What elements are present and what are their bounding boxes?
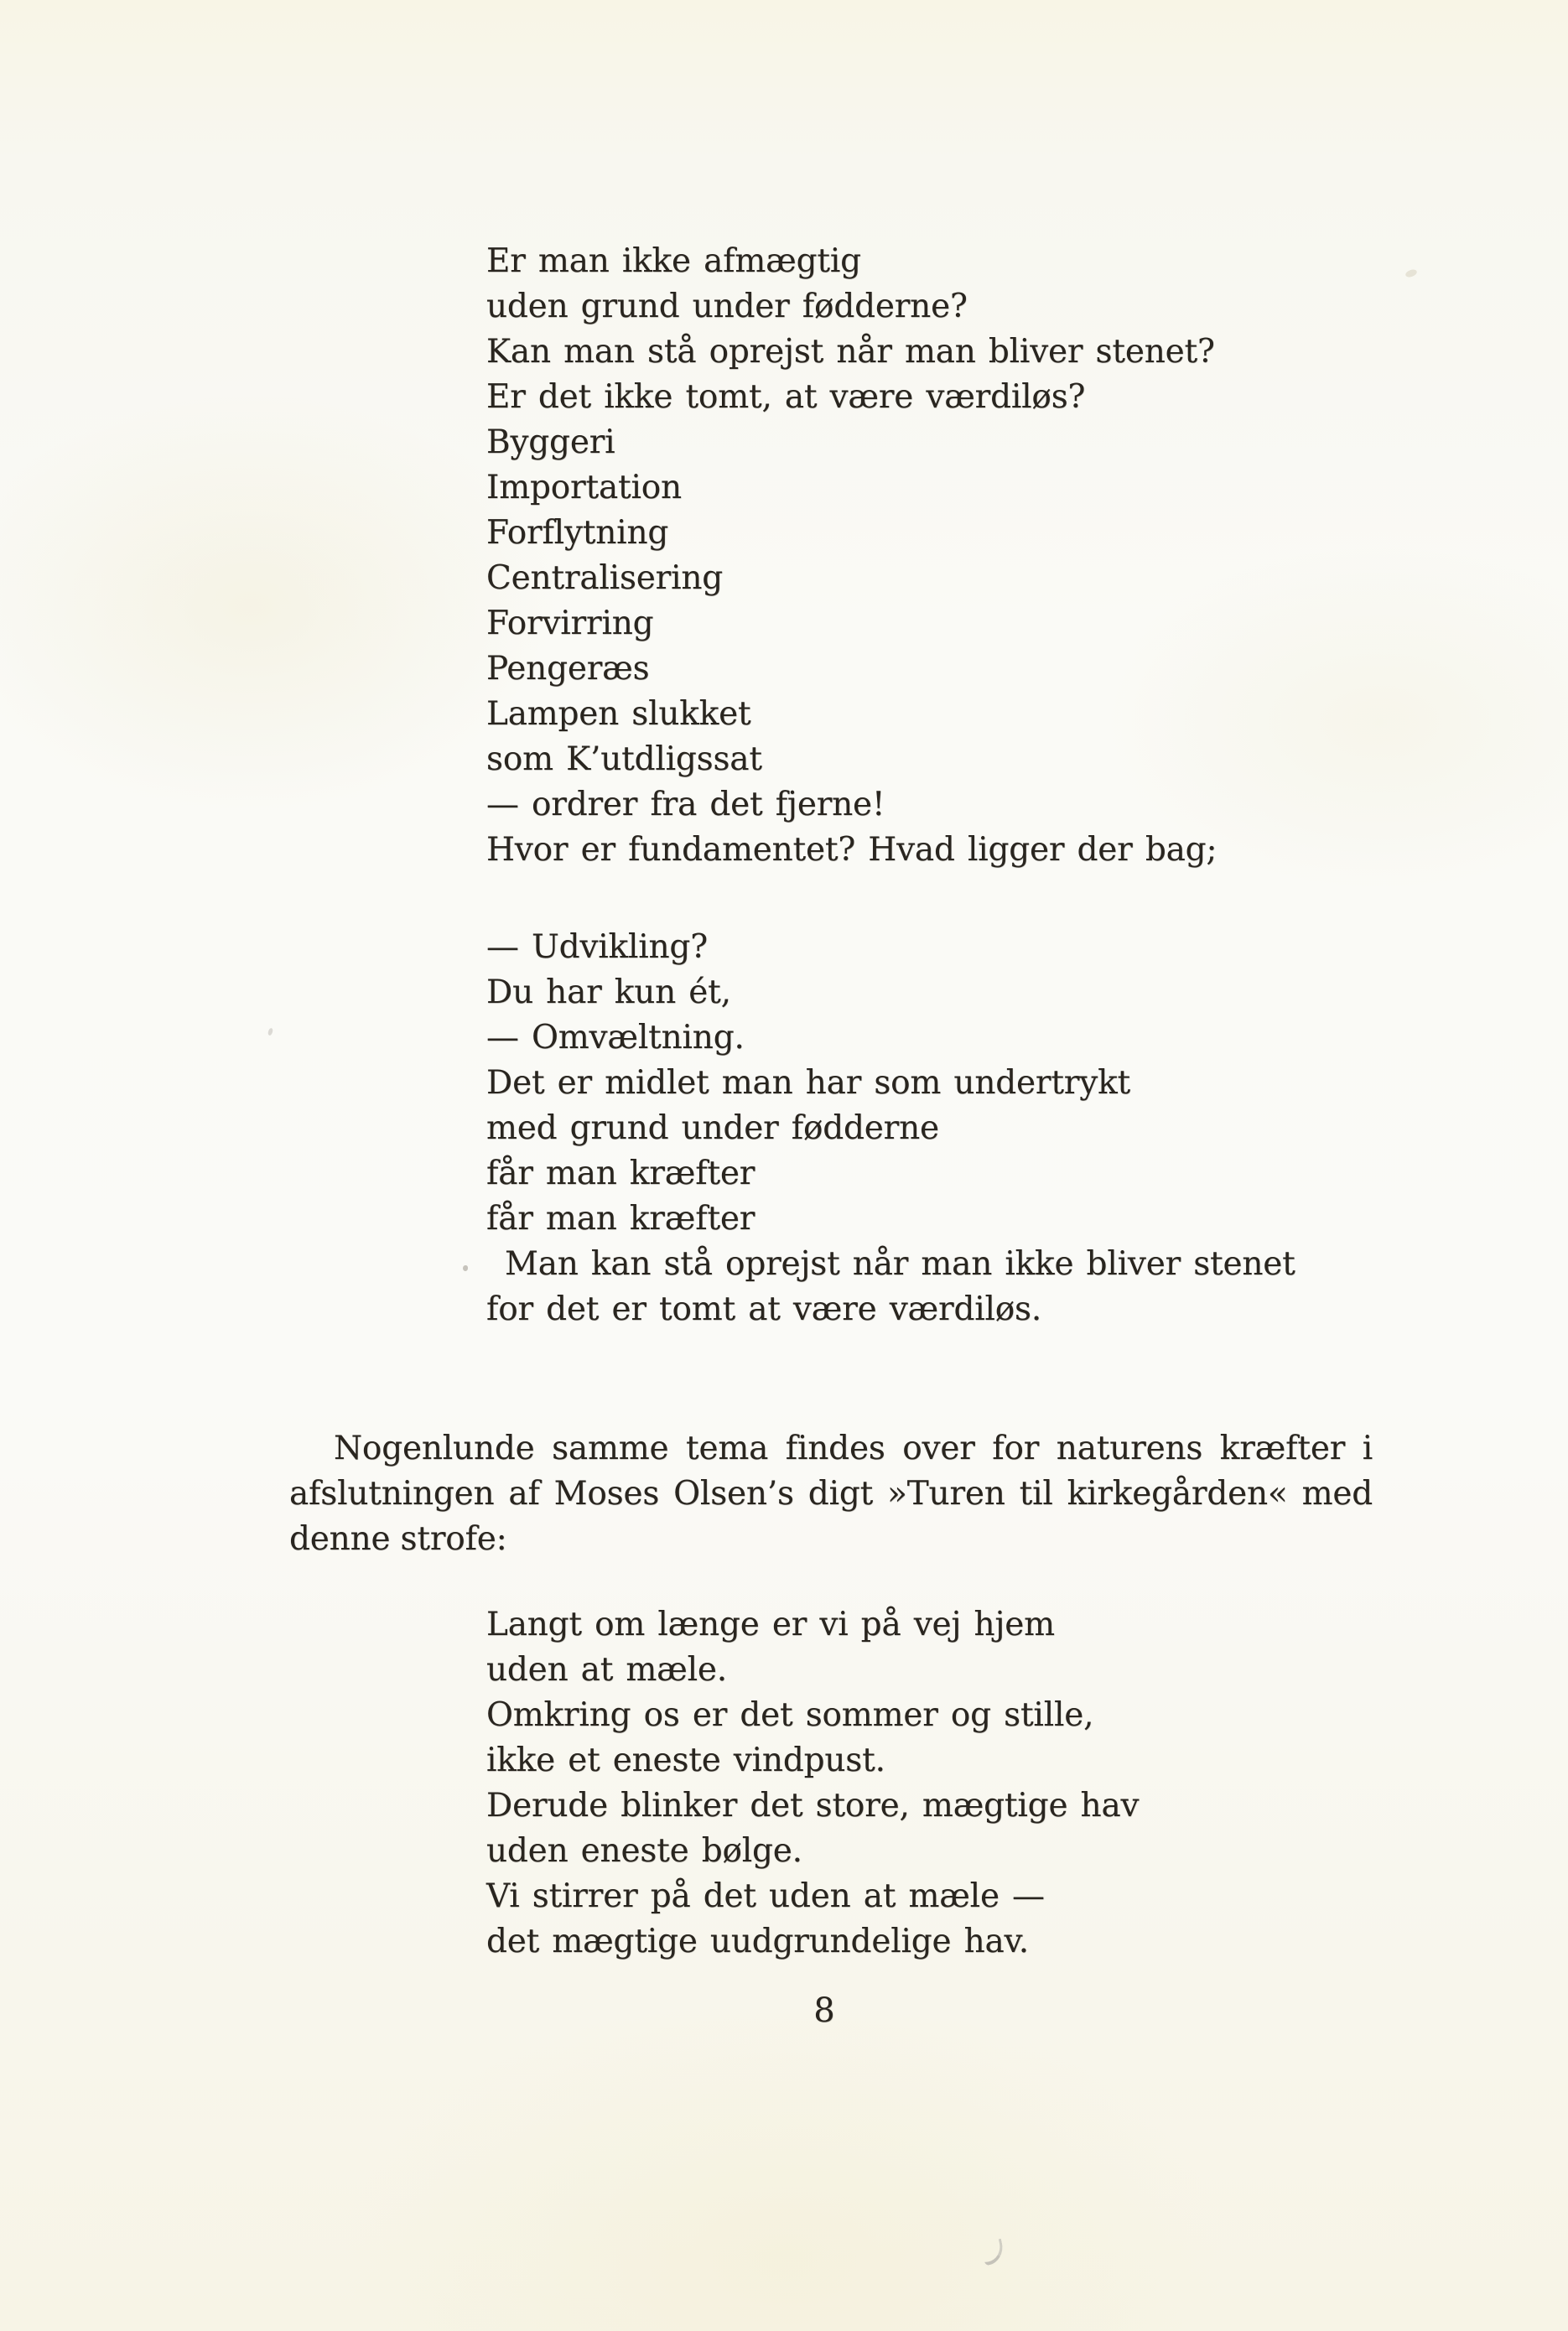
scan-artifact-speck [1404,268,1418,278]
poem-line: får man kræfter [486,1200,755,1238]
poem-line: — ordrer fra det fjerne! [486,786,885,823]
poem-line: som K’utdligssat [486,740,762,778]
poem-line: Er man ikke afmægtig [486,242,861,280]
prose-paragraph [289,1426,1373,1562]
poem-line: Hvor er fundamentet? Hvad ligger der bag; [486,831,1218,869]
poem-line: Importation [486,469,682,506]
poem-line: Vi stirrer på det uden at mæle — [486,1877,1045,1915]
prose-line: afslutningen af Moses Olsen’s digt »Turen til kirkegården« med [289,1475,1373,1513]
poem-line: uden grund under fødderne? [486,288,968,325]
scan-artifact-mark [980,2239,1005,2266]
poem-line: for det er tomt at være værdiløs. [486,1290,1042,1328]
scan-artifact-dot [463,1265,468,1271]
poem-line: Du har kun ét, [486,973,731,1011]
poem-line: får man kræfter [486,1155,755,1192]
poem-line: Byggeri [486,423,615,461]
poem-line: Kan man stå oprejst når man bliver stenet? [486,333,1215,371]
poem-line: Lampen slukket [486,695,751,733]
poem-line: uden eneste bølge. [486,1832,802,1870]
prose-line: Nogenlunde samme tema findes over for naturens kræfter i [334,1430,1373,1467]
poem-line: Forflytning [486,514,669,552]
poem-line: Derude blinker det store, mægtige hav [486,1787,1140,1825]
prose-line: denne strofe: [289,1520,507,1558]
poem-line: Forvirring [486,605,654,642]
poem-line: det mægtige uudgrundelige hav. [486,1923,1029,1960]
poem-line: med grund under fødderne [486,1109,939,1147]
poem-line: Er det ikke tomt, at være værdiløs? [486,378,1086,416]
poem-line: Langt om længe er vi på vej hjem [486,1606,1055,1643]
poem-line: uden at mæle. [486,1651,727,1689]
poem-line: Det er midlet man har som undertrykt [486,1064,1130,1102]
poem-line: Omkring os er det sommer og stille, [486,1696,1094,1734]
poem-line: — Udvikling? [486,928,708,966]
poem-line: ikke et eneste vindpust. [486,1742,885,1779]
poem-stanza-3 [486,1602,1139,1965]
page-number: 8 [813,1991,835,2030]
poem-stanza-1 [486,239,1217,873]
poem-line: Centralisering [486,559,724,597]
poem-line: Man kan stå oprejst når man ikke bliver stenet [505,1245,1295,1283]
poem-stanza-2 [486,925,1295,1332]
poem-line: — Omvæltning. [486,1019,745,1056]
scan-artifact-speck [267,1027,274,1036]
poem-line: Pengeræs [486,650,650,688]
